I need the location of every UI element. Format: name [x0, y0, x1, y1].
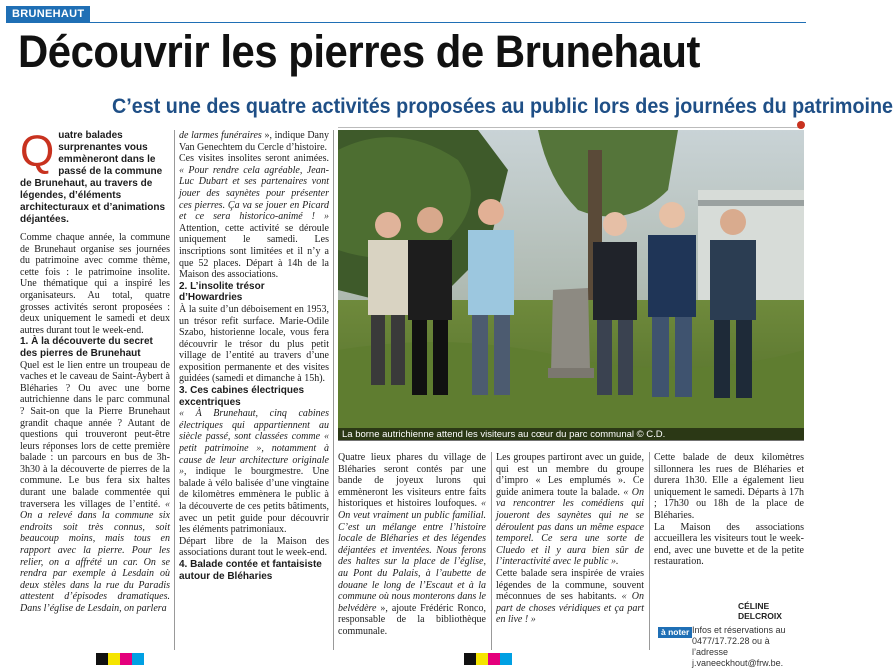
reception-paragraph: La Maison des associations accueillera les visiteurs tout le week-end, avec une buvette et de la petite restauration. — [654, 521, 804, 568]
section-1-paragraph — [20, 360, 170, 615]
note-badge: à noter — [658, 627, 692, 638]
column-2 — [179, 130, 329, 582]
section-1-text: Quel est le lien entre un troupeau de vaches et le caveau de Saint-Aybert à Bléharies ? Ou avec une borne autrichienne dans le parc communal ? Sait-on que la Pierre Brunehaut grandit chaque année ? Autant de questions qui trouveront peut-être leurs réponses lors de cette première balade : un parcours en bus de 3h-3h30 à la découverte de pierres de la commune. Le bus fera six haltes durant une balade commentée qui traversera les villages de l’entité. — [20, 359, 170, 510]
group-photo-illustration — [338, 130, 804, 440]
animation-quote: « Pour rendre cela agréable, Jean-Luc Dubart et ses partenaires vont jouer des saynètes pour présenter ces pierres. Ça va se jouer en Picard et ce sera historico-animé ! » — [179, 164, 329, 223]
section-4-text: Quatre lieux phares du village de Bléharies seront contés par une bande de joyeux lurons qui emmèneront les visiteurs entre faits historiques et histoires loufoques. — [338, 452, 486, 510]
info-note — [658, 625, 808, 668]
section-rule — [6, 22, 806, 23]
author-byline — [738, 601, 810, 621]
color-swatch-magenta — [120, 653, 132, 665]
legends-text: Cette balade sera inspirée de vraies légendes de la commune, souvent méconnues de ses habitants. — [496, 567, 644, 603]
groups-quote: « On va rencontrer les comédiens qui joueront des saynètes qui ne se déroulent pas dans un même espace temporel. Ce sera une sorte de Cluedo et il y aura bien sûr de l’interactivité avec le public ». — [496, 486, 644, 568]
lead-text: uatre balades surprenantes vous emmèneront dans le passé de la commune de Brunehaut, au travers de légendes, d’éléments architecturaux et d’animations déjantées. — [20, 130, 166, 225]
section-4-quote: « On veut vraiment un public familial. C’est un mélange entre l’histoire locale de Bléharies et des légendes déjantées et inventées. Nous ferons des haltes sur la place de l’église, au Pont du Palais, à l’aubette de douane le long de l’Escaut et à la commune où nous monterons dans le belvédère — [338, 498, 486, 614]
section-3-quote: « À Brunehaut, cinq cabines électriques qui appartiennent au siècle passé, sont classées comme « petit patrimoine », notamment à cause de leur architecture originale » — [179, 408, 329, 478]
groups-text: Les groupes partiront avec un guide, qui est un membre du groupe d’impro « Les emplumés ». Ce guide animera toute la balade. — [496, 452, 644, 498]
photo-caption: La borne autrichienne attend les visiteurs au cœur du parc communal © C.D. — [338, 428, 804, 441]
note-text: Infos et réservations au 0477/17.72.28 ou à l’adresse j.vaneeckhout@frw.be. — [692, 625, 786, 668]
drop-cap: Q — [20, 127, 55, 176]
column-1 — [20, 127, 170, 615]
color-swatch-magenta — [488, 653, 500, 665]
print-color-bar-right — [464, 653, 512, 665]
color-swatch-yellow — [108, 653, 120, 665]
animation-paragraph — [179, 153, 329, 281]
column-rule — [649, 452, 650, 650]
section-tag: BRUNEHAUT — [6, 6, 90, 22]
quote-end-paragraph — [179, 130, 329, 153]
quote-end: de larmes funéraires — [179, 130, 262, 141]
color-swatch-cyan — [132, 653, 144, 665]
article-title: Découvrir les pierres de Brunehaut — [18, 26, 700, 77]
heading-2: 2. L’insolite trésor d’Howardries — [179, 280, 265, 304]
heading-4: 4. Balade contée et fantaisiste autour de Bléharies — [179, 558, 322, 582]
column-rule — [333, 130, 334, 650]
heading-3: 3. Ces cabines électriques excentriques — [179, 385, 305, 408]
section-3-departure: Départ libre de la Maison des associations durant tout le week-end. — [179, 535, 329, 559]
quote-end-text: », indique Dany Van Genechtem du Cercle d’histoire. — [179, 130, 329, 153]
photo-top-rule — [338, 127, 804, 128]
section-3-text: , indique le bourgmestre. Une balade à vélo balisée d’une vingtaine de kilomètres emmènera le public à la découverte de ces petits bâtiments, avec un petit guide pour découvrir les éléments patrimoniaux. — [179, 466, 329, 536]
lead-paragraph — [20, 127, 170, 226]
color-swatch-yellow — [476, 653, 488, 665]
heading-1: 1. À la découverte du secret des pierres de Brunehaut — [20, 336, 153, 359]
article-subtitle: C’est une des quatre activités proposées au public lors des journées du patrimoine — [112, 95, 893, 118]
color-swatch-cyan — [500, 653, 512, 665]
groups-paragraph — [496, 452, 644, 568]
section-4-attribution: », ajoute Frédéric Ronco, responsable de la bibliothèque communale. — [338, 602, 486, 637]
photo-marker-icon — [797, 121, 805, 129]
section-2-paragraph: À la suite d’un déboisement en 1953, un trésor refit surface. Marie-Odile Szabo, historienne locale, vous fera découvrir le trésor du plus petit village de l’entité au travers d’une exposition permanente et des visites guidées (samedi et dimanche à 15h). — [179, 303, 329, 385]
article-photo — [338, 130, 804, 440]
animation-info: Attention, cette activité se déroule uniquement le samedi. Les inscriptions sont limitées et il n’y a que 52 places. Départ à 14h de la Maison des associations. — [179, 222, 329, 281]
legends-quote: « On part de choses véridiques et ça part en live ! » — [496, 591, 644, 626]
column-5 — [654, 452, 804, 568]
column-3 — [338, 452, 486, 638]
column-rule — [174, 130, 175, 650]
route-paragraph: Cette balade de deux kilomètres sillonnera les rues de Bléharies et durera 1h30. Elle a également lieu uniquement le samedi. Départs à 17h ; 17h30 ou 18h de la place de Bléharies. — [654, 452, 804, 521]
section-3-paragraph — [179, 408, 329, 536]
section-1-quote: « On a relevé dans la commune six endroits soit très connus, soit beaucoup moins, mais tous en rapport avec la pierre. Pour les relier, on a affrété un car. On se rendra par exemple à Lesdain où deux stèles dans la rue du Paradis attestent d’épisodes dramatiques. Dans l’église de Lesdain, on parlera — [20, 498, 170, 614]
column-4 — [496, 452, 644, 626]
color-swatch-black — [464, 653, 476, 665]
print-color-bar-left — [96, 653, 144, 665]
author-name: CÉLINE DELCROIX — [738, 601, 782, 621]
animation-text: Ces visites insolites seront animées. — [179, 153, 329, 165]
intro-paragraph: Comme chaque année, la commune de Brunehaut organise ses journées du patrimoine avec comme thème, cette fois : le patrimoine insolite. Une thématique qui a inspiré les organisateurs. Au total, quatre grosses activités seront proposées : deux uniquement le samedi et deux autres durant tout le week-end. — [20, 232, 170, 336]
legends-paragraph — [496, 568, 644, 626]
column-rule — [491, 452, 492, 650]
color-swatch-black — [96, 653, 108, 665]
section-4-paragraph — [338, 452, 486, 638]
